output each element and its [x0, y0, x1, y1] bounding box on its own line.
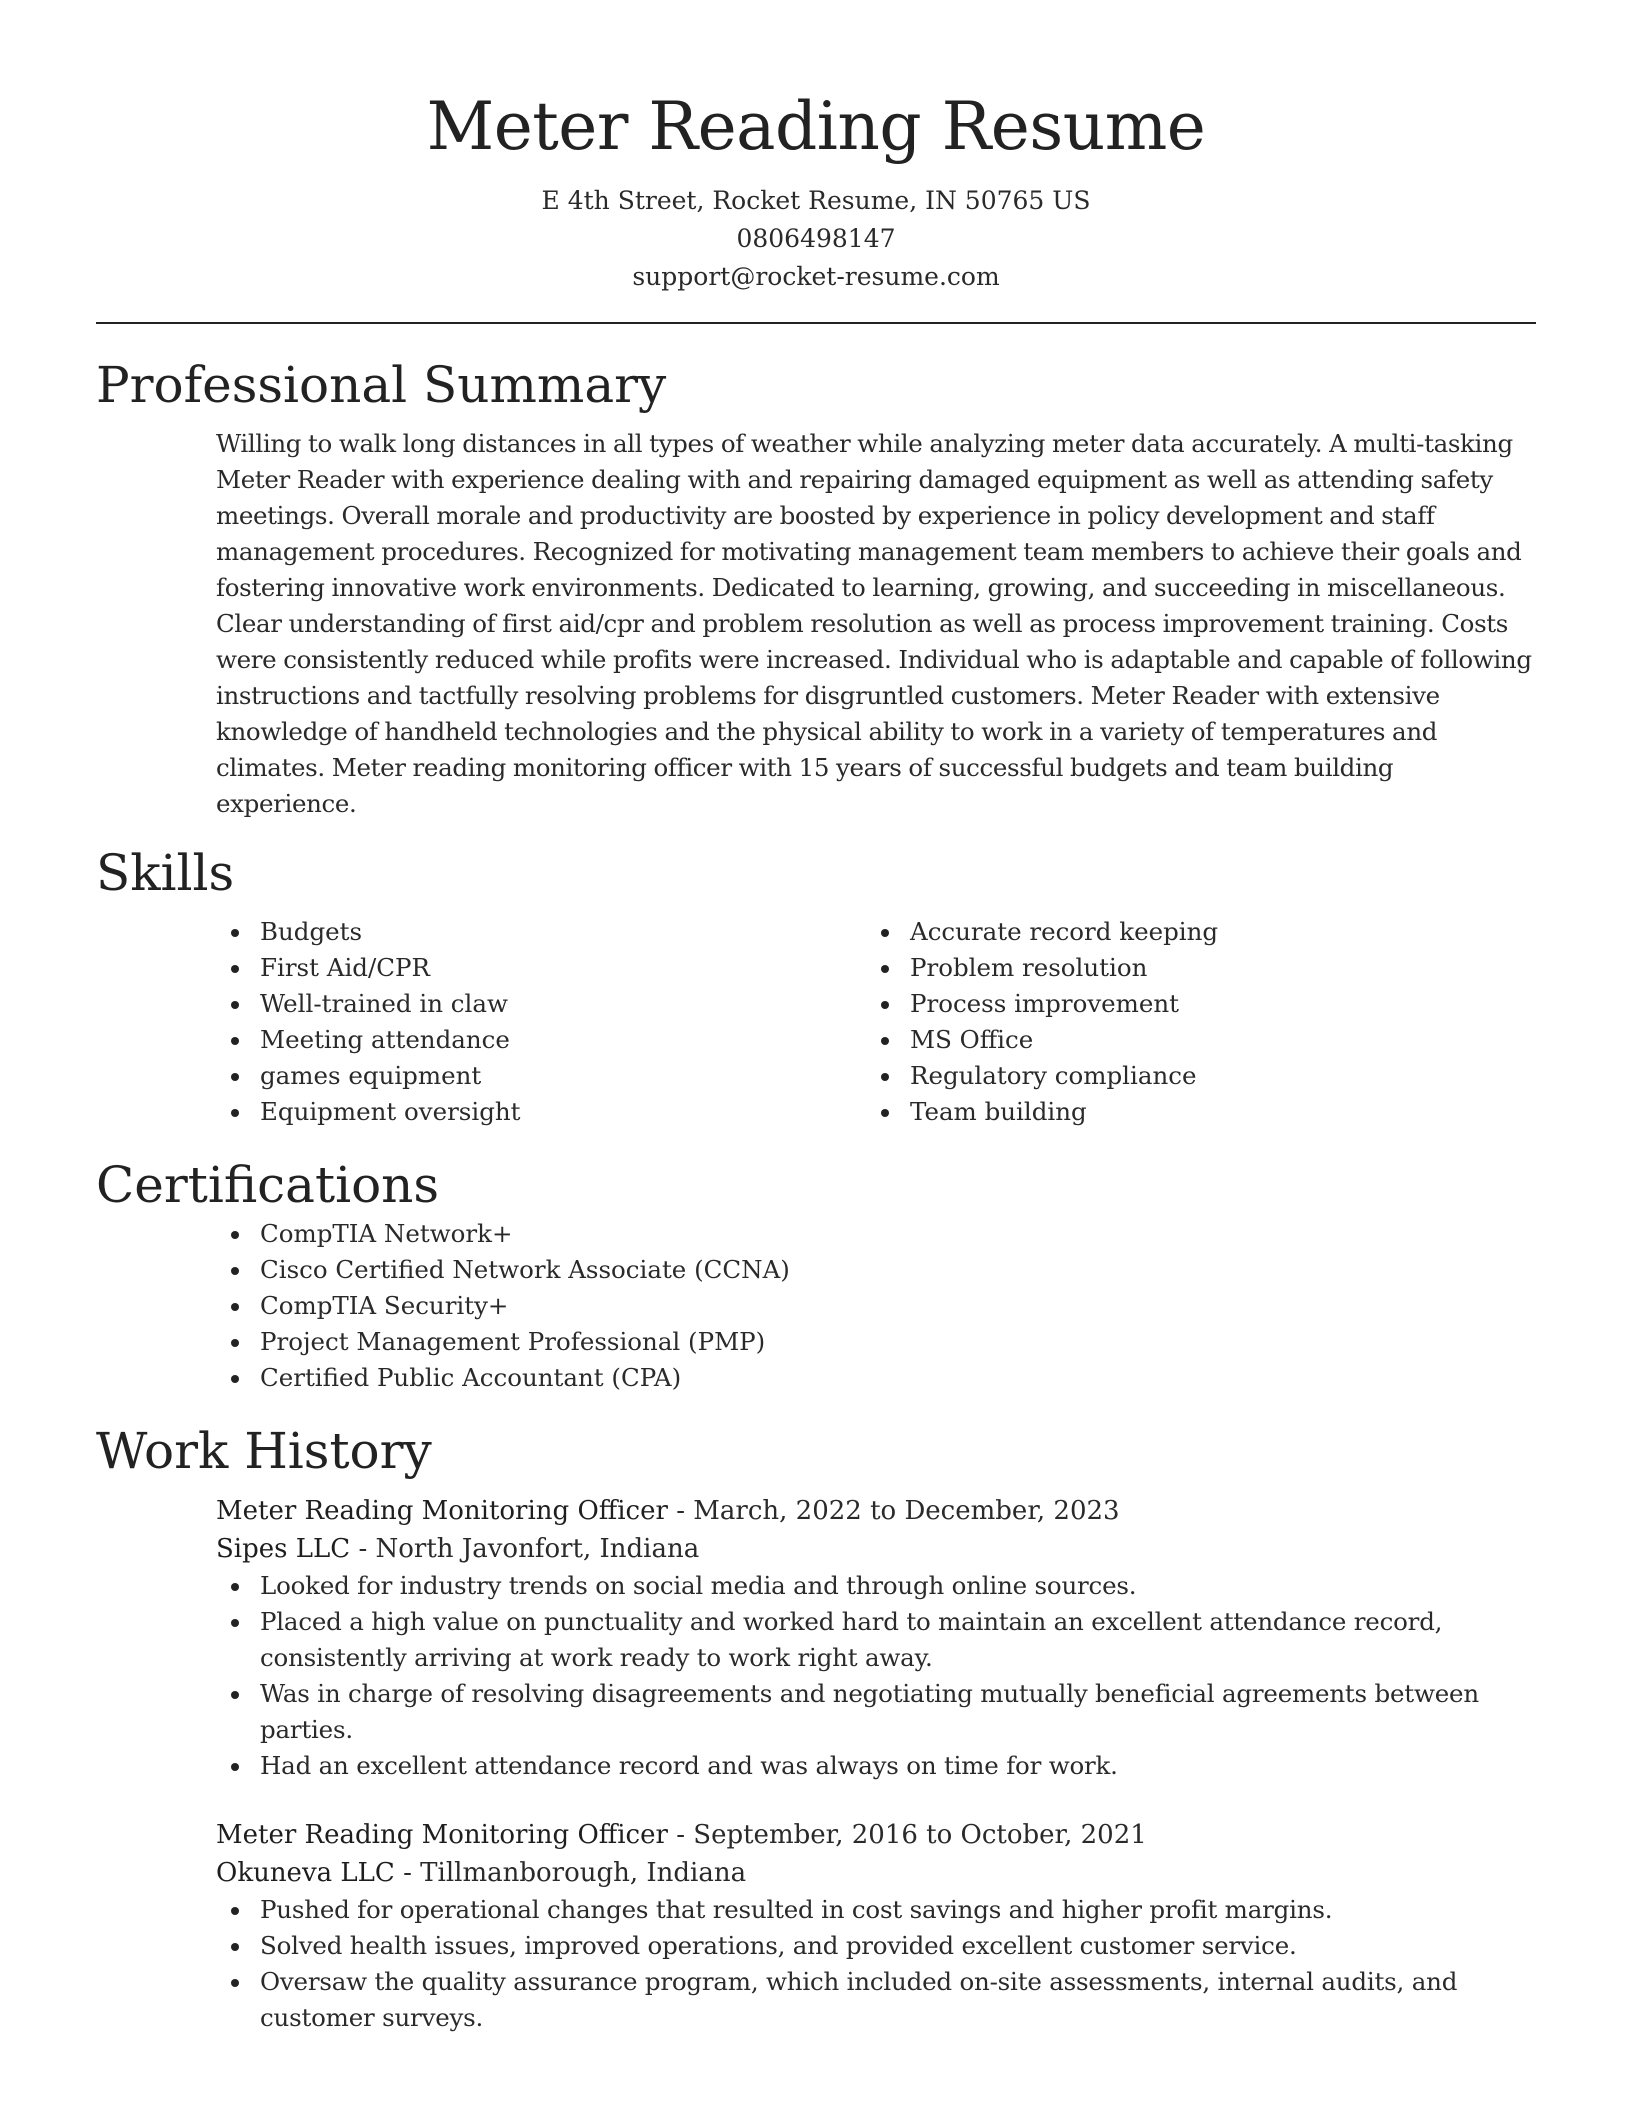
job-duty: Oversaw the quality assurance program, which included on-site assessments, internal audits, and customer surveys. — [216, 1964, 1536, 2036]
job-company: Okuneva LLC — [216, 1858, 395, 1888]
job-duties — [216, 1892, 1536, 2036]
job-location: North Javonfort, Indiana — [375, 1534, 700, 1564]
job-entry — [216, 1492, 1536, 1784]
certification-item: CompTIA Network+ — [216, 1216, 1536, 1252]
job-role: Meter Reading Monitoring Officer — [216, 1820, 668, 1850]
skill-item: Well-trained in claw — [216, 986, 866, 1022]
job-title-line — [216, 1816, 1536, 1854]
skills-list-right — [866, 914, 1516, 1130]
contact-address: E 4th Street, Rocket Resume, IN 50765 US — [541, 186, 1091, 215]
job-role: Meter Reading Monitoring Officer — [216, 1496, 668, 1526]
contact-phone: 0806498147 — [736, 224, 896, 253]
skill-item: Meeting attendance — [216, 1022, 866, 1058]
work-history — [216, 1492, 1536, 2036]
job-separator: - — [350, 1534, 376, 1564]
work-history-heading: Work History — [96, 1422, 432, 1480]
job-company-line — [216, 1530, 1536, 1568]
skill-item: Team building — [866, 1094, 1516, 1130]
job-duty: Placed a high value on punctuality and worked hard to maintain an excellent attendance record, consistently arriving at work ready to work right away. — [216, 1604, 1536, 1676]
job-separator: - — [667, 1820, 694, 1850]
certification-item: CompTIA Security+ — [216, 1288, 1536, 1324]
contact-email: support@rocket-resume.com — [632, 262, 1000, 291]
skill-item: games equipment — [216, 1058, 866, 1094]
job-separator: - — [667, 1496, 694, 1526]
certification-item: Certified Public Accountant (CPA) — [216, 1360, 1536, 1396]
header-divider — [96, 322, 1536, 324]
job-title-line — [216, 1492, 1536, 1530]
job-company: Sipes LLC — [216, 1534, 351, 1564]
summary-paragraph: Willing to walk long distances in all types of weather while analyzing meter data accurately. A multi-tasking Meter Reader with experience dealing with and repairing damaged equipment as well as attending safety meetings. Overall morale and productivity are boosted by experience in policy development and staff management procedures. Recognized for motivating management team members to achieve their goals and fostering innovative work environments. Dedicated to learning, growing, and succeeding in miscellaneous. Clear understanding of first aid/cpr and problem resolution as well as process improvement training. Costs were consistently reduced while profits were increased. Individual who is adaptable and capable of following instructions and tactfully resolving problems for disgruntled customers. Meter Reader with extensive knowledge of handheld technologies and the physical ability to work in a variety of temperatures and climates. Meter reading monitoring officer with 15 years of successful budgets and team building experience. — [216, 429, 1532, 818]
skills-list-left — [216, 914, 866, 1130]
contact-block — [96, 182, 1536, 296]
skill-item: Problem resolution — [866, 950, 1516, 986]
certifications-heading: Certifications — [96, 1156, 440, 1214]
skill-item: Accurate record keeping — [866, 914, 1516, 950]
skill-item: Process improvement — [866, 986, 1516, 1022]
skill-item: Equipment oversight — [216, 1094, 866, 1130]
certification-item: Project Management Professional (PMP) — [216, 1324, 1536, 1360]
job-duty: Was in charge of resolving disagreements and negotiating mutually beneficial agreements between parties. — [216, 1676, 1536, 1748]
job-duty: Had an excellent attendance record and was always on time for work. — [216, 1748, 1536, 1784]
skill-item: MS Office — [866, 1022, 1516, 1058]
job-dates: March, 2022 to December, 2023 — [693, 1496, 1120, 1526]
job-entry — [216, 1816, 1536, 2036]
certification-item: Cisco Certified Network Associate (CCNA) — [216, 1252, 1536, 1288]
resume-header — [96, 0, 1536, 296]
resume-page — [96, 0, 1536, 2036]
job-duty: Pushed for operational changes that resulted in cost savings and higher profit margins. — [216, 1892, 1536, 1928]
skills-columns — [216, 914, 1536, 1130]
job-duty: Solved health issues, improved operations, and provided excellent customer service. — [216, 1928, 1536, 1964]
job-duties — [216, 1568, 1536, 1784]
summary-heading: Professional Summary — [96, 356, 667, 414]
resume-title: Meter Reading Resume — [426, 88, 1206, 165]
skill-item: Budgets — [216, 914, 866, 950]
certifications-list — [216, 1216, 1536, 1396]
job-dates: September, 2016 to October, 2021 — [693, 1820, 1147, 1850]
skill-item: First Aid/CPR — [216, 950, 866, 986]
job-company-line — [216, 1854, 1536, 1892]
job-separator: - — [394, 1858, 421, 1888]
job-duty: Looked for industry trends on social media and through online sources. — [216, 1568, 1536, 1604]
skills-heading: Skills — [96, 844, 235, 902]
job-location: Tillmanborough, Indiana — [420, 1858, 747, 1888]
skill-item: Regulatory compliance — [866, 1058, 1516, 1094]
